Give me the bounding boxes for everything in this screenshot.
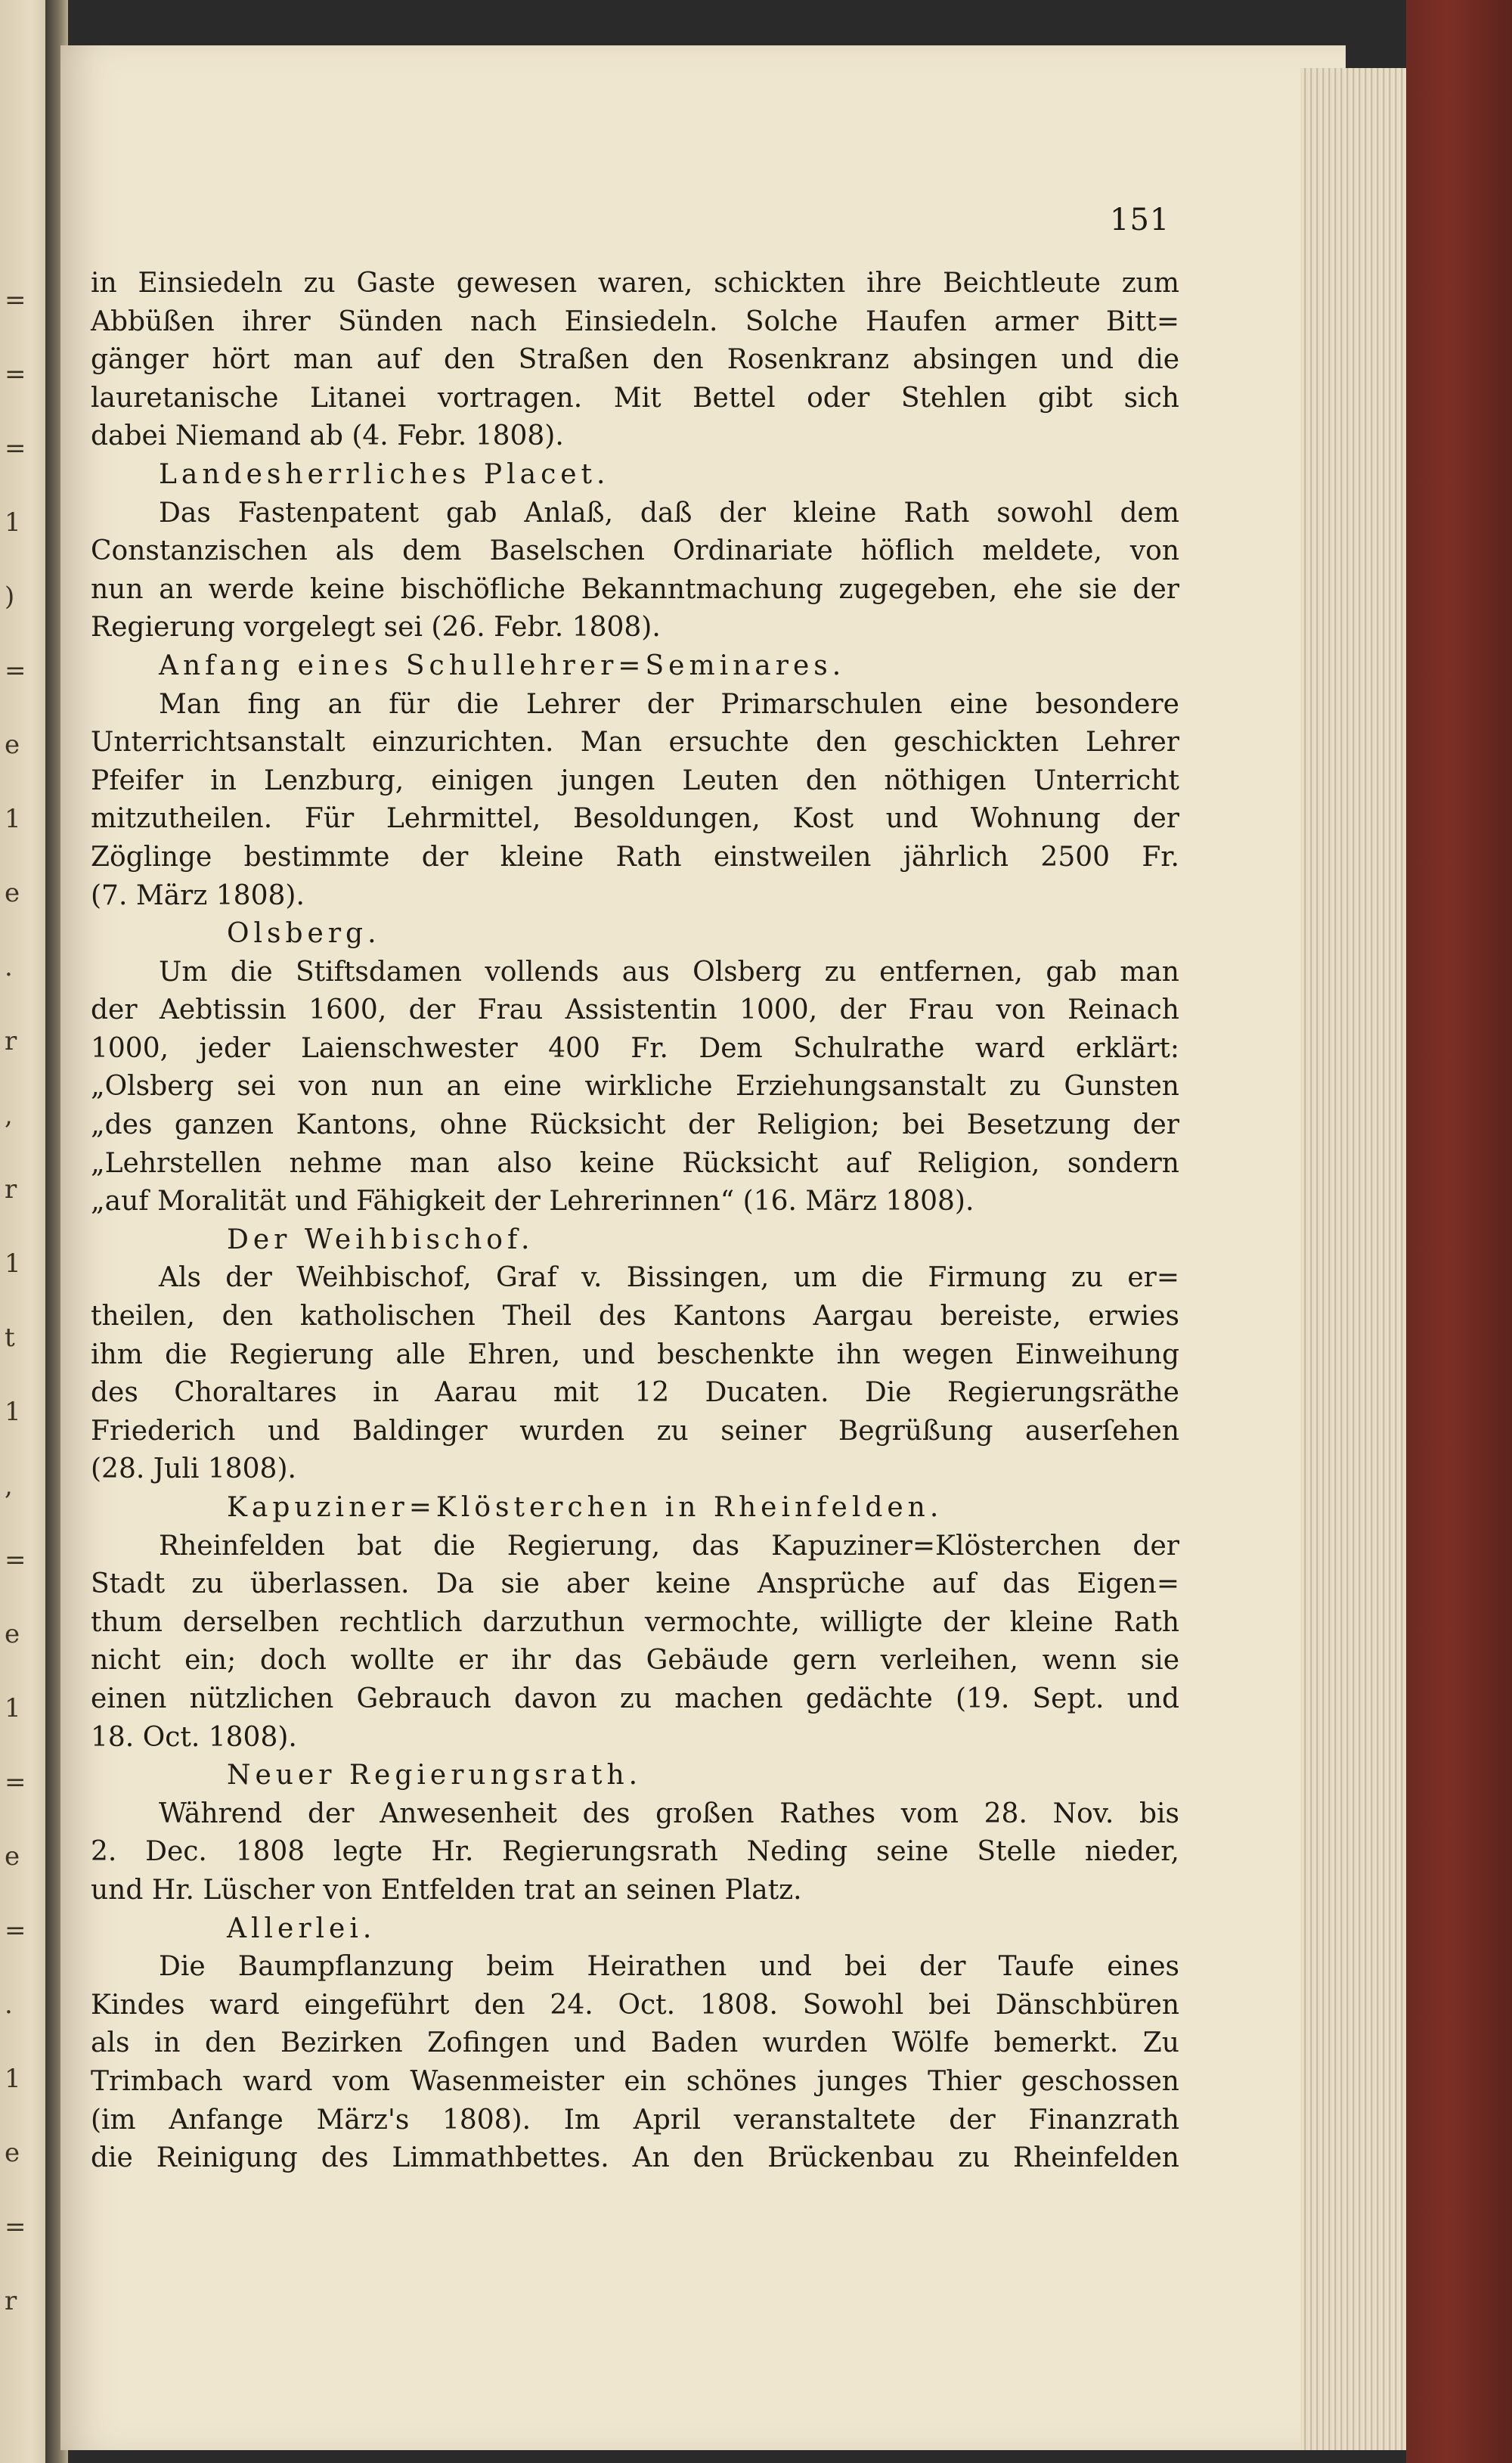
text-line: einen nützlichen Gebrauch davon zu machen gedächte (19. Sept. und [91, 1683, 1179, 1714]
text-line: des Choraltares in Aarau mit 12 Ducaten. Die Regierungsräthe [91, 1377, 1179, 1409]
text-line: gänger hört man auf den Straßen den Rosenkranz absingen und die [91, 344, 1179, 376]
text-line: „Lehrstellen nehme man also keine Rücksicht auf Religion, sondern [91, 1147, 1179, 1179]
text-line: Abbüßen ihrer Sünden nach Einsiedeln. Solche Haufen armer Bitt= [91, 306, 1179, 337]
facing-page-character: 1 [5, 804, 21, 834]
facing-page-character: . [5, 952, 13, 982]
text-line: Trimbach ward vom Wasenmeister ein schönes junges Thier geschossen [91, 2065, 1179, 2097]
section-heading: Olsberg. [227, 918, 381, 950]
text-line: theilen, den katholischen Theil des Kantons Aargau bereiste, erwies [91, 1301, 1179, 1332]
text-line: Die Baumpflanzung beim Heirathen und bei der Taufe eines [159, 1951, 1179, 1983]
facing-page-character: = [5, 656, 26, 686]
text-line: Das Fastenpatent gab Anlaß, daß der kleine Rath sowohl dem [159, 497, 1179, 529]
section-heading: Neuer Regierungsrath. [227, 1760, 643, 1791]
text-line: „Olsberg sei von nun an eine wirkliche Erziehungsanstalt zu Gunsten [91, 1071, 1179, 1103]
text-line: Als der Weihbischof, Graf v. Bissingen, um die Firmung zu er= [159, 1262, 1179, 1294]
facing-page-character: = [5, 359, 26, 389]
facing-page-character: 1 [5, 1249, 21, 1279]
text-line: Um die Stiftsdamen vollends aus Olsberg zu entfernen, gab man [159, 956, 1179, 988]
section-heading: Anfang eines Schullehrer=Seminares. [159, 650, 846, 681]
section-heading: Kapuziner=Klösterchen in Rheinfelden. [227, 1492, 943, 1523]
text-line: (28. Juli 1808). [91, 1453, 296, 1485]
page-number: 151 [1110, 203, 1170, 237]
facing-page-character: , [5, 1100, 13, 1131]
section-heading: Allerlei. [227, 1912, 376, 1944]
text-line: Pfeifer in Lenzburg, einigen jungen Leuten den nöthigen Unterricht [91, 765, 1179, 796]
text-line: „auf Moralität und Fähigkeit der Lehrerinnen“ (16. März 1808). [91, 1186, 974, 1218]
page-stack-edges [1300, 68, 1406, 2450]
text-line: der Aebtissin 1600, der Frau Assistentin 1000, der Frau von Reinach [91, 994, 1179, 1026]
facing-page-character: 1 [5, 1693, 21, 1723]
facing-page-character: = [5, 285, 26, 315]
text-line: nicht ein; doch wollte er ihr das Gebäude gern verleihen, wenn sie [91, 1645, 1179, 1677]
text-line: als in den Bezirken Zofingen und Baden wurden Wölfe bemerkt. Zu [91, 2027, 1179, 2059]
text-line: 2. Dec. 1808 legte Hr. Regierungsrath Neding seine Stelle nieder, [91, 1836, 1179, 1868]
text-line: (7. März 1808). [91, 879, 305, 911]
text-line: nun an werde keine bischöfliche Bekanntmachung zugegeben, ehe sie der [91, 573, 1179, 605]
section-heading: Der Weihbischof. [227, 1224, 534, 1255]
facing-page-character: r [5, 1174, 17, 1205]
text-line: 1000, jeder Laienschwester 400 Fr. Dem Schulrathe ward erklärt: [91, 1032, 1179, 1064]
text-line: Unterrichtsanstalt einzurichten. Man ersuchte den geschickten Lehrer [91, 727, 1179, 758]
text-line: Regierung vorgelegt sei (26. Febr. 1808). [91, 612, 661, 644]
facing-page-character: e [5, 1841, 20, 1872]
text-line: 18. Oct. 1808). [91, 1721, 297, 1753]
text-line: lauretanische Litanei vortragen. Mit Bettel oder Stehlen gibt sich [91, 382, 1179, 414]
facing-page-character: e [5, 878, 20, 908]
facing-page-character: ) [5, 582, 15, 612]
facing-page-character: r [5, 2286, 17, 2316]
text-line: Während der Anwesenheit des großen Rathes vom 28. Nov. bis [159, 1798, 1179, 1829]
text-line: ihm die Regierung alle Ehren, und beschenkte ihn wegen Einweihung [91, 1339, 1179, 1370]
facing-page-character: 1 [5, 2064, 21, 2094]
text-line: dabei Niemand ab (4. Febr. 1808). [91, 420, 564, 452]
text-line: mitzutheilen. Für Lehrmittel, Besoldungen, Kost und Wohnung der [91, 803, 1179, 835]
text-line: thum derselben rechtlich darzuthun vermochte, willigte der kleine Rath [91, 1606, 1179, 1638]
text-line: „des ganzen Kantons, ohne Rücksicht der Religion; bei Besetzung der [91, 1109, 1179, 1141]
facing-page-character: = [5, 2212, 26, 2242]
text-line: Constanzischen als dem Baselschen Ordinariate höflich meldete, von [91, 535, 1179, 567]
text-line: Friederich und Baldinger wurden zu seiner Begrüßung auserſehen [91, 1415, 1179, 1447]
facing-page-character: e [5, 2138, 20, 2168]
text-line: in Einsiedeln zu Gaste gewesen waren, schickten ihre Beichtleute zum [91, 268, 1179, 299]
facing-page-character: = [5, 1915, 26, 1946]
text-line: Man fing an für die Lehrer der Primarschulen eine besondere [159, 688, 1179, 720]
text-line: und Hr. Lüscher von Entfelden trat an seinen Platz. [91, 1874, 802, 1906]
facing-page-character: e [5, 730, 20, 760]
facing-page-character: = [5, 1767, 26, 1798]
book-cover-edge [1406, 0, 1512, 2463]
text-line: Rheinfelden bat die Regierung, das Kapuziner=Klösterchen der [159, 1530, 1179, 1562]
facing-page-character: , [5, 1471, 13, 1501]
facing-page-character: . [5, 1990, 13, 2020]
facing-page-character: = [5, 433, 26, 464]
facing-page-character: 1 [5, 507, 21, 538]
facing-page-character: e [5, 1619, 20, 1649]
facing-page-character: = [5, 1545, 26, 1575]
section-heading: Landesherrliches Placet. [159, 458, 610, 490]
facing-page-character: t [5, 1323, 15, 1353]
text-line: Kindes ward eingeführt den 24. Oct. 1808. Sowohl bei Dänschbüren [91, 1989, 1179, 2021]
text-line: Zöglinge bestimmte der kleine Rath einstweilen jährlich 2500 Fr. [91, 841, 1179, 873]
text-line: Stadt zu überlassen. Da sie aber keine Ansprüche auf das Eigen= [91, 1568, 1179, 1600]
text-line: (im Anfange März's 1808). Im April veranstaltete der Finanzrath [91, 2104, 1179, 2136]
facing-page-character: 1 [5, 1397, 21, 1427]
text-line: die Reinigung des Limmathbettes. An den Brückenbau zu Rheinfelden [91, 2142, 1179, 2174]
body-text [91, 265, 1179, 2178]
facing-page-character: r [5, 1026, 17, 1056]
